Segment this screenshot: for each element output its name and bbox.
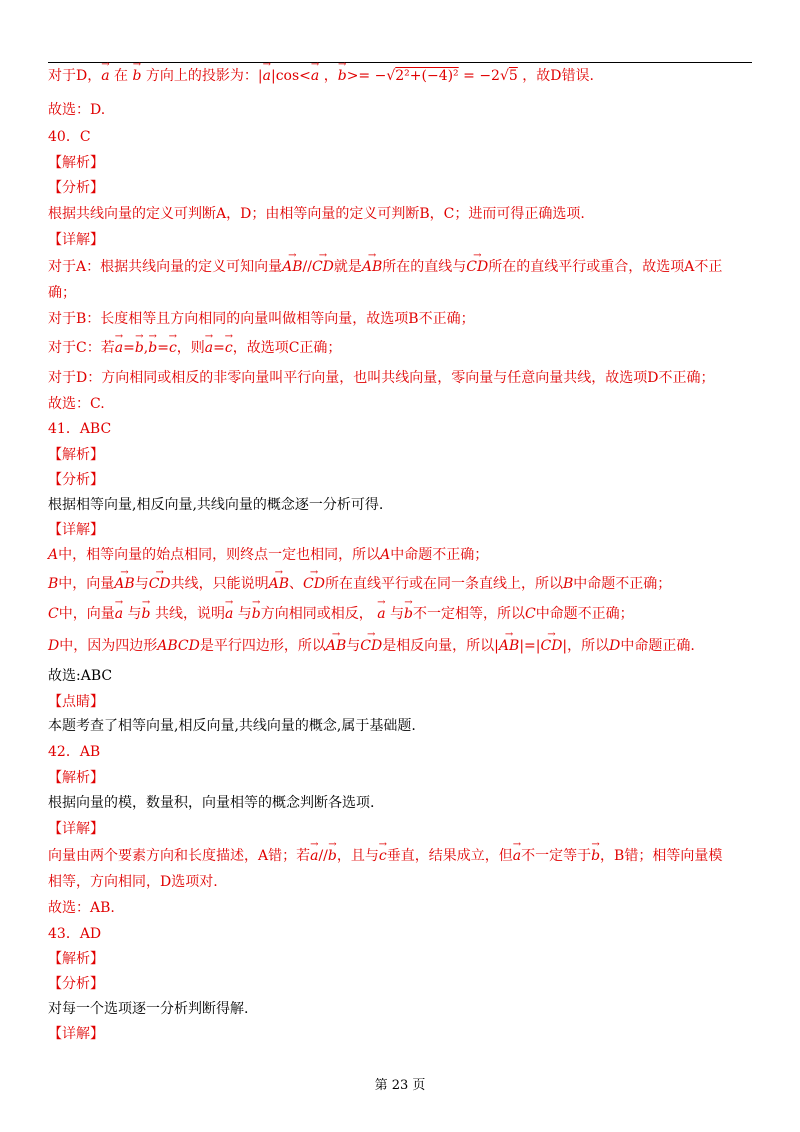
text-line: 根据共线向量的定义可判断A，D；由相等向量的定义可判断B，C；进而可得正确选项. xyxy=(48,206,585,222)
text-line: 【详解】 xyxy=(48,1026,104,1042)
text-line: 40．C xyxy=(48,129,91,145)
text-line: 故选：C. xyxy=(48,396,105,412)
text-line: 对于D：方向相同或相反的非零向量叫平行向量，也叫共线向量，零向量与任意向量共线，故选项D不正确； xyxy=(48,370,715,386)
text-line: 【分析】 xyxy=(48,976,104,992)
page-number: 第 23 页 xyxy=(374,1078,426,1093)
text-line: 对于A：根据共线向量的定义可知向量→ AB//→ CD就是→ AB所在的直线与→ CD所在的直线平行或重合，故选项A不正 xyxy=(48,257,752,277)
text-line: 【解析】 xyxy=(48,155,104,171)
text-line: 【解析】 xyxy=(48,770,104,786)
text-line: 42．AB xyxy=(48,744,101,760)
text-line: 对于D，→ a 在 → b 方向上的投影为：|→ a|cos<→ a ，→ b>= −√2²+(−4)² = −2√5 ，故D错误. xyxy=(48,66,752,86)
text-line: 根据向量的模，数量积，向量相等的概念判断各选项. xyxy=(48,795,375,811)
text-line: D中，因为四边形ABCD是平行四边形，所以→ AB与→ CD是相反向量，所以|→ AB|=|→ CD|，所以D中命题正确. xyxy=(48,636,752,656)
text-line: 故选:ABC xyxy=(48,668,113,684)
text-line: 故选：AB. xyxy=(48,900,115,916)
text-line: 向量由两个要素方向和长度描述，A错；若→ a//→ b，且与→ c垂直，结果成立，但→ a不一定等于→ b，B错；相等向量模 xyxy=(48,846,752,866)
text-line: 【详解】 xyxy=(48,821,104,837)
text-line: 对于C：若→ a=→ b,→ b=→ c，则→ a=→ c，故选项C正确； xyxy=(48,338,752,358)
text-line: 【详解】 xyxy=(48,522,104,538)
text-line: 41．ABC xyxy=(48,421,112,437)
text-line: C中，向量→ a 与→ b 共线，说明→ a 与→ b方向相同或相反， → a 与→ b不一定相等，所以C中命题不正确； xyxy=(48,604,752,624)
text-line: 【解析】 xyxy=(48,447,104,463)
text-line: A中，相等向量的始点相同，则终点一定也相同，所以A中命题不正确； xyxy=(48,547,489,563)
text-line: 【详解】 xyxy=(48,232,104,248)
text-line: 对每一个选项逐一分析判断得解. xyxy=(48,1001,249,1017)
text-line: 【分析】 xyxy=(48,472,104,488)
header-rule xyxy=(48,62,752,63)
text-line: 根据相等向量,相反向量,共线向量的概念逐一分析可得. xyxy=(48,497,384,513)
text-line: 故选：D. xyxy=(48,102,106,118)
text-line: 43．AD xyxy=(48,926,102,942)
text-line: 确； xyxy=(48,285,76,301)
text-line: B中，向量→ AB与→ CD共线，只能说明→ AB、→ CD所在直线平行或在同一条直线上，所以B中命题不正确； xyxy=(48,574,752,594)
text-line: 【解析】 xyxy=(48,951,104,967)
text-line: 【点睛】 xyxy=(48,694,104,710)
text-line: 本题考查了相等向量,相反向量,共线向量的概念,属于基础题. xyxy=(48,718,416,734)
text-line: 对于B：长度相等且方向相同的向量叫做相等向量，故选项B不正确； xyxy=(48,311,475,327)
text-line: 相等，方向相同，D选项对. xyxy=(48,874,218,890)
text-line: 【分析】 xyxy=(48,180,104,196)
